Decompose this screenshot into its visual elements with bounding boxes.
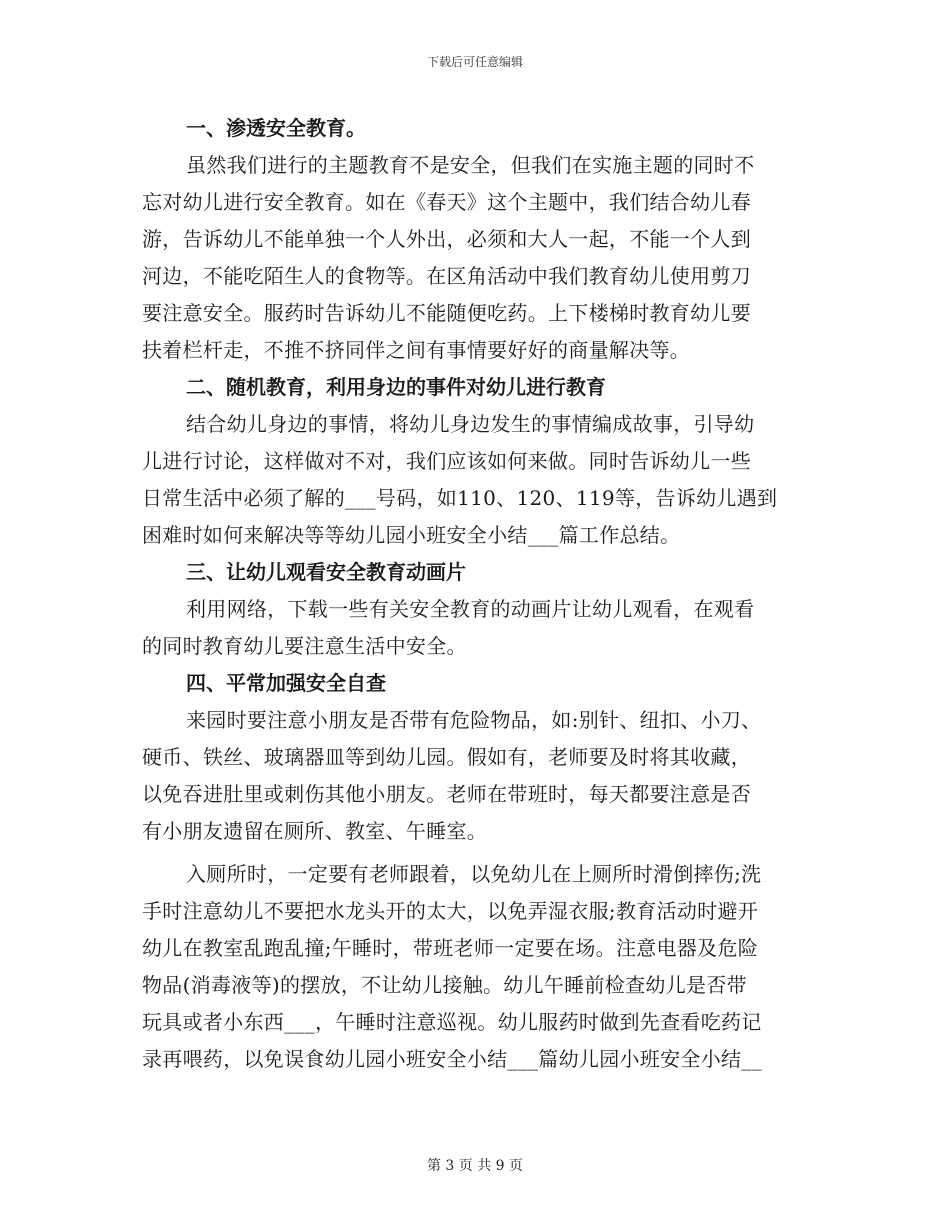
text-line: 扶着栏杆走，不推不挤同伴之间有事情要好好的商量解决等。 [142, 338, 691, 362]
paragraph [142, 856, 802, 1078]
paragraph [142, 702, 802, 850]
text-line: 困难时如何来解决等等幼儿园小班安全小结___篇工作总结。 [142, 523, 681, 547]
header-note: 下载后可任意编辑 [426, 55, 523, 69]
section-heading: 三、让幼儿观看安全教育动画片 [186, 560, 466, 584]
paragraph [142, 406, 802, 554]
text-line: 河边，不能吃陌生人的食物等。在区角活动中我们教育幼儿使用剪刀 [142, 264, 751, 288]
text-line: 忘对幼儿进行安全教育。如在《春天》这个主题中，我们结合幼儿春 [142, 190, 751, 214]
text-line: 来园时要注意小朋友是否带有危险物品，如:别针、纽扣、小刀、 [186, 708, 762, 732]
text-line: 日常生活中必须了解的___号码，如110、120、119等，告诉幼儿遇到 [142, 486, 778, 510]
section-heading: 一、渗透安全教育。 [186, 116, 366, 140]
section [142, 665, 802, 1078]
text-line: 手时注意幼儿不要把水龙头开的太大，以免弄湿衣服;教育活动时避开 [142, 899, 759, 923]
text-line: 游，告诉幼儿不能单独一个人外出，必须和大人一起，不能一个人到 [142, 227, 751, 251]
text-line: 虽然我们进行的主题教育不是安全，但我们在实施主题的同时不 [186, 153, 755, 177]
section-heading: 二、随机教育，利用身边的事件对幼儿进行教育 [186, 375, 606, 399]
text-line: 以免吞进肚里或刺伤其他小朋友。老师在带班时，每天都要注意是否 [142, 782, 751, 806]
text-line: 利用网络，下载一些有关安全教育的动画片让幼儿观看，在观看 [186, 597, 755, 621]
text-line: 入厕所时，一定要有老师跟着，以免幼儿在上厕所时滑倒摔伤;洗 [186, 862, 762, 886]
text-line: 硬币、铁丝、玻璃器皿等到幼儿园。假如有，老师要及时将其收藏， [142, 745, 751, 769]
section [142, 369, 802, 554]
text-line: 要注意安全。服药时告诉幼儿不能随便吃药。上下楼梯时教育幼儿要 [142, 301, 751, 325]
section [142, 110, 802, 369]
text-line: 录再喂药，以免误食幼儿园小班安全小结___篇幼儿园小班安全小结__ [142, 1047, 762, 1071]
section [142, 554, 802, 665]
page-number: 第 3 页 共 9 页 [426, 1158, 524, 1174]
paragraph [142, 591, 802, 665]
text-line: 幼儿在教室乱跑乱撞;午睡时，带班老师一定要在场。注意电器及危险 [142, 936, 759, 960]
text-line: 有小朋友遗留在厕所、教室、午睡室。 [142, 819, 488, 843]
section-heading: 四、平常加强安全自查 [186, 671, 386, 695]
text-line: 物品(消毒液等)的摆放，不让幼儿接触。幼儿午睡前检查幼儿是否带 [142, 973, 747, 997]
paragraph [142, 147, 802, 369]
text-line: 的同时教育幼儿要注意生活中安全。 [142, 634, 467, 658]
text-line: 玩具或者小东西___，午睡时注意巡视。幼儿服药时做到先查看吃药记 [142, 1010, 762, 1034]
text-line: 儿进行讨论，这样做对不对，我们应该如何来做。同时告诉幼儿一些 [142, 449, 751, 473]
document-body [142, 110, 802, 1078]
text-line: 结合幼儿身边的事情，将幼儿身边发生的事情编成故事，引导幼 [186, 412, 755, 436]
